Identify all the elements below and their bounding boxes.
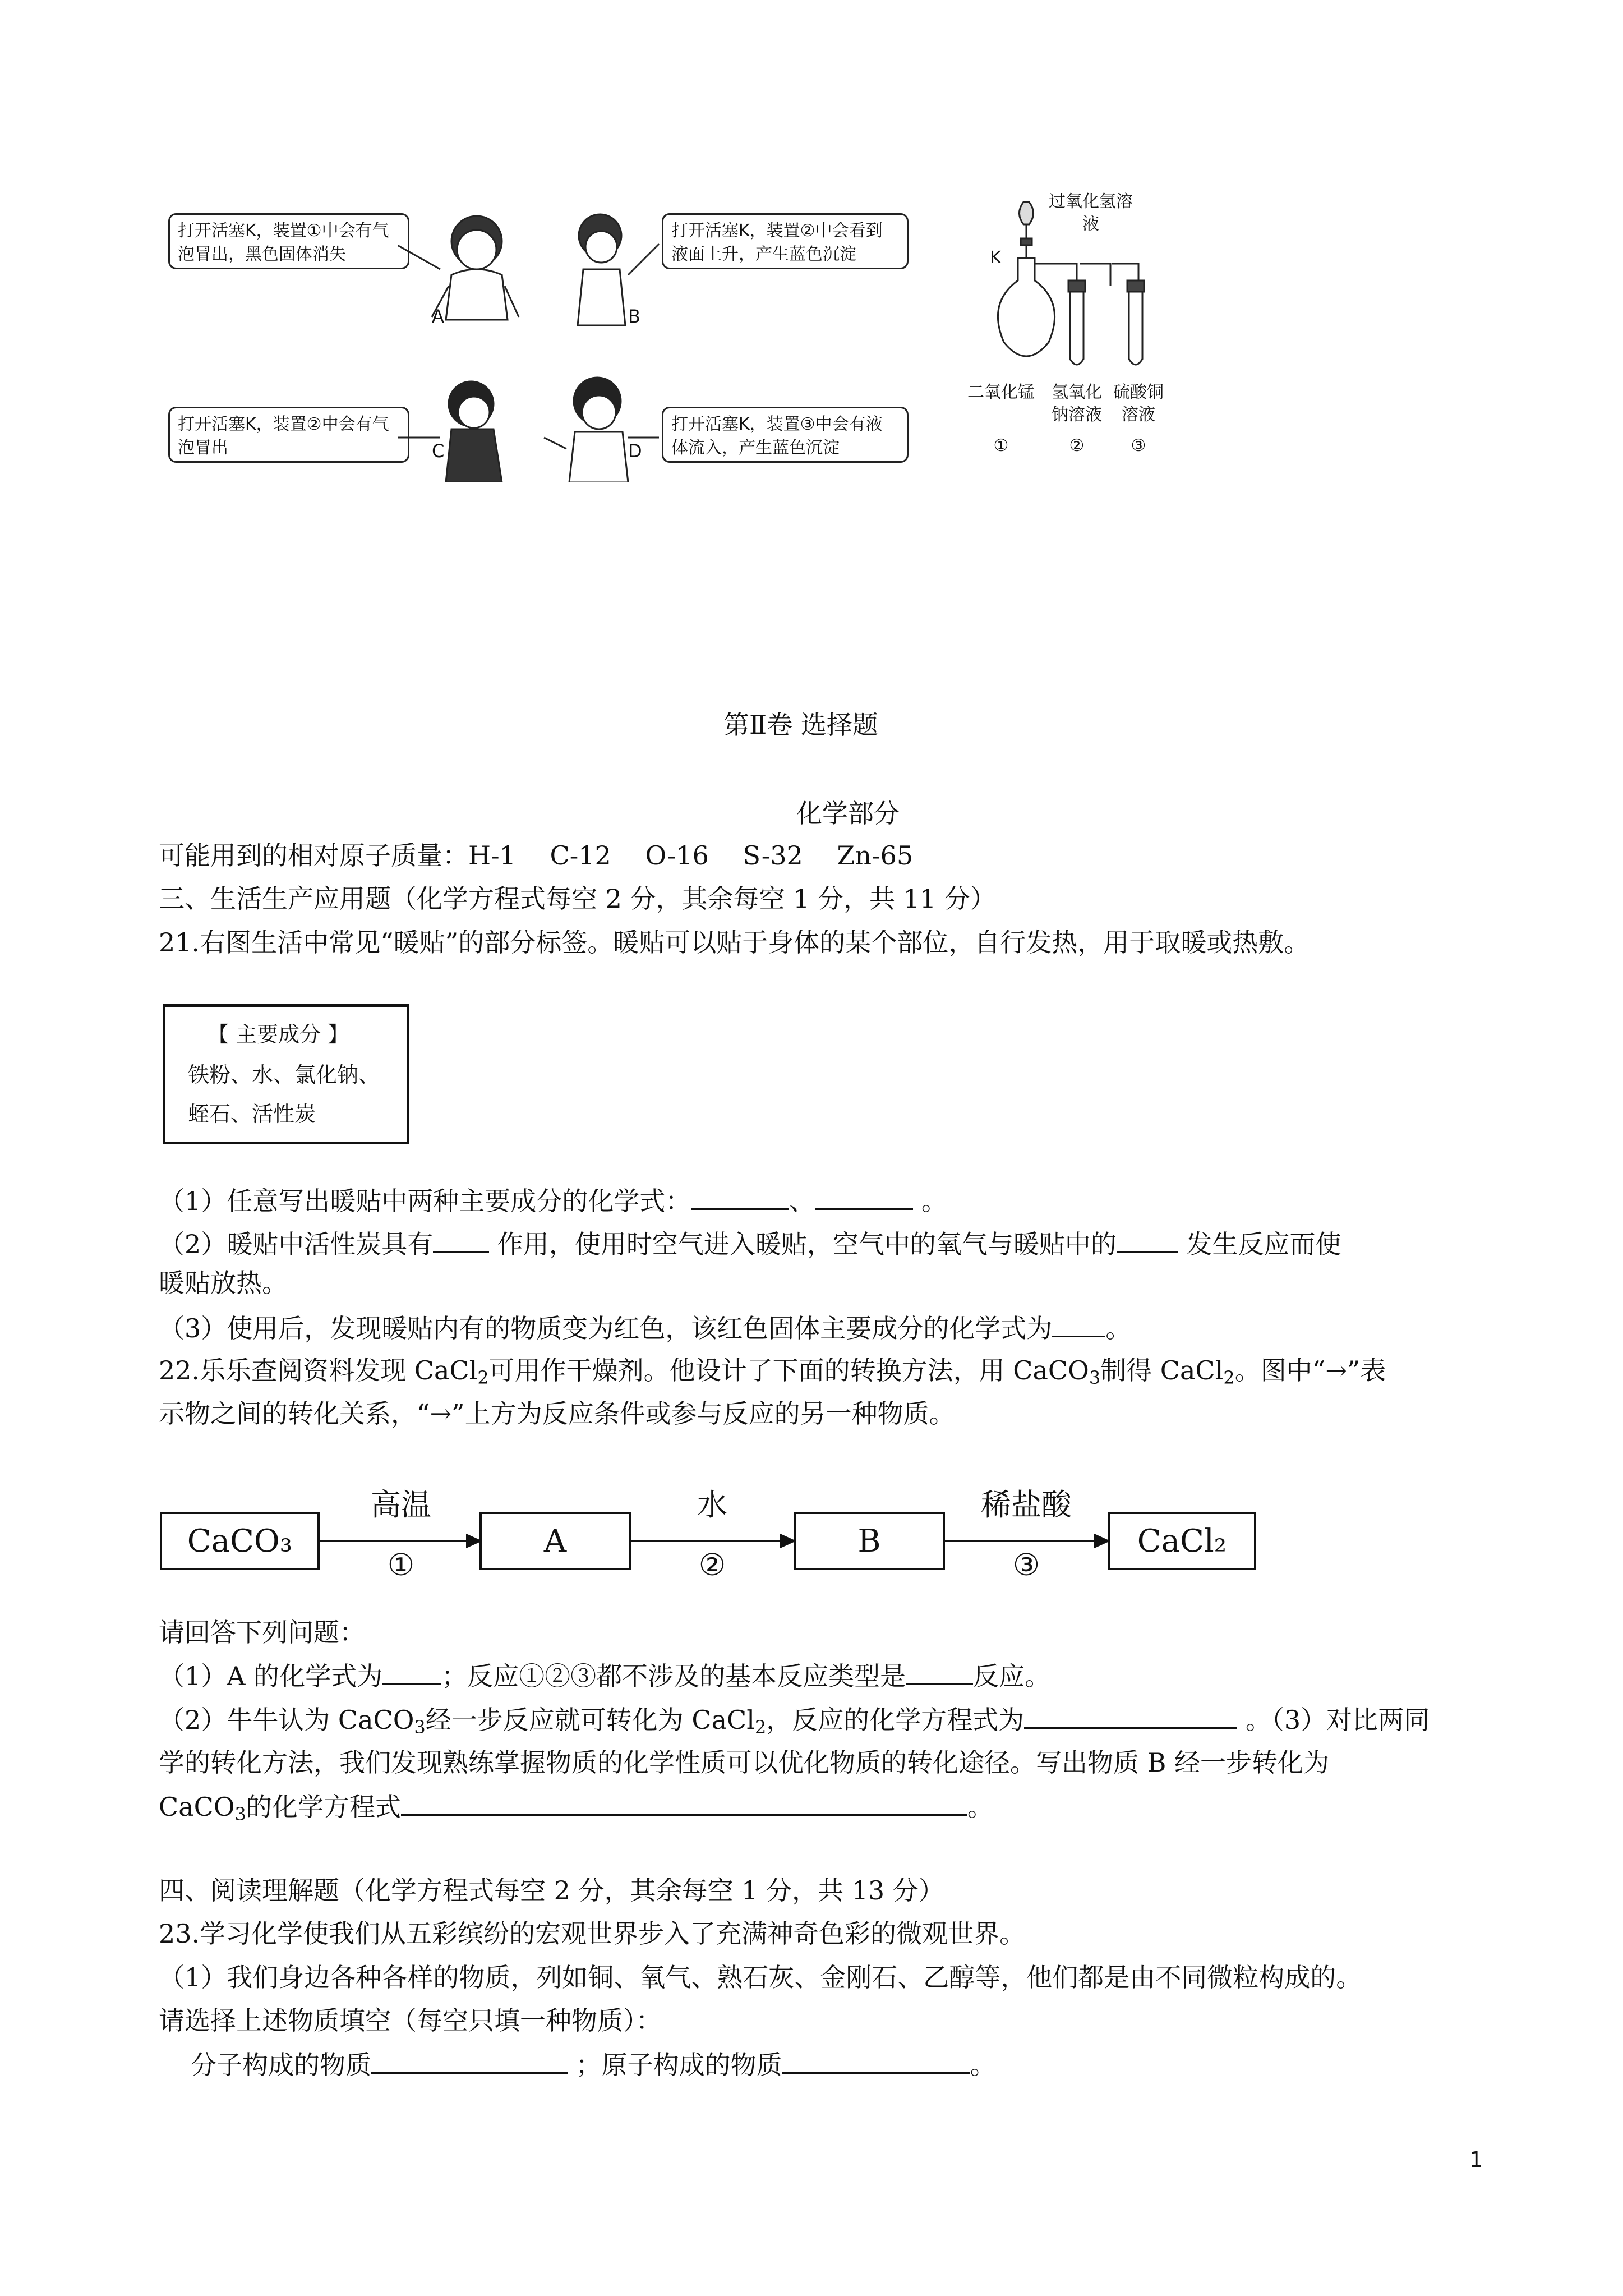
arrow2-condition: 水: [697, 1487, 727, 1522]
q23-stem: 23.学习化学使我们从五彩缤纷的宏观世界步入了充满神奇色彩的微观世界。: [159, 1918, 1026, 1949]
answer-blank[interactable]: [1117, 1227, 1178, 1253]
vessel-number-1: ①: [993, 436, 1009, 455]
q21-part2: （2）暖贴中活性炭具有 作用，使用时空气进入暖贴，空气中的氧气与暖贴中的 发生反应而使: [159, 1227, 1341, 1261]
arrow2-number: ②: [698, 1547, 726, 1582]
answer-blank[interactable]: [433, 1227, 489, 1253]
ingredients-title: 【 主要成分 】: [208, 1022, 349, 1047]
answer-blank[interactable]: [815, 1184, 913, 1210]
person-label-c: C: [432, 440, 445, 462]
q22-stem: 22.乐乐查阅资料发现 CaCl$_2$可用作干燥剂。他设计了下面的转换方法，用 CaCO$_3$制得 CaCl$_2$。图中“→”表: [159, 1355, 1386, 1388]
q22-stem-cont: 示物之间的转化关系，“→”上方为反应条件或参与反应的另一种物质。: [159, 1398, 955, 1429]
answer-blank[interactable]: [371, 2047, 568, 2074]
q21-part2-cont: 暖贴放热。: [159, 1268, 288, 1298]
section4-heading: 四、阅读理解题（化学方程式每空 2 分，其余每空 1 分，共 13 分）: [159, 1875, 944, 1906]
students-illustration: [398, 191, 679, 482]
vessel-number-2: ②: [1069, 436, 1085, 455]
arrow3-condition: 稀盐酸: [981, 1487, 1072, 1522]
conversion-flow-diagram: [160, 1481, 1259, 1604]
speech-bubble-a: 打开活塞K，装置①中会有气泡冒出，黑色固体消失: [168, 213, 409, 269]
q23-part1-fill: 分子构成的物质 ；原子构成的物质 。: [191, 2047, 996, 2082]
speech-bubble-c: 打开活塞K，装置②中会有气泡冒出: [168, 407, 409, 463]
apparatus-top-label: 过氧化氢溶液: [1049, 192, 1133, 234]
q21-part1: （1）任意写出暖贴中两种主要成分的化学式： 、 。: [159, 1184, 947, 1218]
section-title: 第Ⅱ卷 选择题: [723, 710, 878, 740]
answer-blank[interactable]: [1024, 1703, 1237, 1729]
q23-part1: （1）我们身边各种各样的物质，列如铜、氧气、熟石灰、金刚石、乙醇等，他们都是由不同微粒构成的。: [159, 1962, 1362, 1993]
answer-blank[interactable]: [691, 1184, 789, 1210]
q22-intro: 请回答下列问题：: [159, 1617, 365, 1648]
answer-blank[interactable]: [382, 1659, 441, 1685]
person-label-a: A: [432, 306, 444, 327]
apparatus-valve-label: K: [990, 248, 1001, 268]
ingredients-line-2: 蛭石、活性炭: [188, 1102, 316, 1126]
answer-blank[interactable]: [782, 2047, 970, 2074]
flow-box-caco3: CaCO₃: [160, 1512, 320, 1570]
arrow3-number: ③: [1012, 1547, 1040, 1582]
speech-bubble-d: 打开活塞K，装置③中会有液体流入，产生蓝色沉淀: [662, 407, 909, 463]
q22-part3: 学的转化方法，我们发现熟练掌握物质的化学性质可以优化物质的转化途径。写出物质 B 经一步转化为: [159, 1747, 1330, 1778]
q22-part1: （1）A 的化学式为 ；反应①②③都不涉及的基本反应类型是 反应。: [159, 1659, 1050, 1693]
speech-bubble-b: 打开活塞K，装置②中会看到液面上升，产生蓝色沉淀: [662, 213, 909, 269]
q21-stem: 21.右图生活中常见“暖贴”的部分标签。暖贴可以贴于身体的某个部位，自行发热，用于取暖或热敷。: [159, 927, 1310, 958]
ingredients-label-box: [163, 1004, 409, 1144]
top-figure: [163, 191, 1228, 482]
arrow1-number: ①: [387, 1547, 415, 1582]
q23-part1-cont: 请选择上述物质填空（每空只填一种物质）：: [159, 2005, 662, 2036]
person-label-b: B: [628, 306, 640, 327]
vessel-number-3: ③: [1131, 436, 1146, 455]
atomic-masses: 可能用到的相对原子质量：H-1 C-12 O-16 S-32 Zn-65: [159, 840, 914, 871]
vessel-label-3: 硫酸铜溶液: [1113, 383, 1164, 425]
page-number: 1: [1469, 2147, 1483, 2172]
flow-box-a: A: [479, 1512, 631, 1570]
q22-part4: CaCO$_3$的化学方程式 。: [159, 1789, 993, 1831]
part-title: 化学部分: [796, 798, 900, 829]
vessel-label-1: 二氧化锰: [967, 383, 1035, 402]
answer-blank[interactable]: [906, 1659, 973, 1685]
q22-part2: （2）牛牛认为 CaCO$_3$经一步反应就可转化为 CaCl$_2$，反应的化学方程式为 。（3）对比两同: [159, 1703, 1430, 1744]
arrow1-condition: 高温: [371, 1487, 431, 1522]
ingredients-line-1: 铁粉、水、氯化钠、: [188, 1062, 380, 1087]
flow-box-cacl2: CaCl₂: [1108, 1512, 1256, 1570]
section3-heading: 三、生活生产应用题（化学方程式每空 2 分，其余每空 1 分，共 11 分）: [159, 884, 996, 914]
answer-blank[interactable]: [1052, 1311, 1105, 1337]
q21-part3: （3）使用后，发现暖贴内有的物质变为红色，该红色固体主要成分的化学式为 。: [159, 1311, 1131, 1345]
flow-box-b: B: [794, 1512, 945, 1570]
person-label-d: D: [628, 440, 642, 462]
answer-blank[interactable]: [401, 1789, 967, 1816]
vessel-label-2: 氢氧化钠溶液: [1052, 383, 1102, 425]
